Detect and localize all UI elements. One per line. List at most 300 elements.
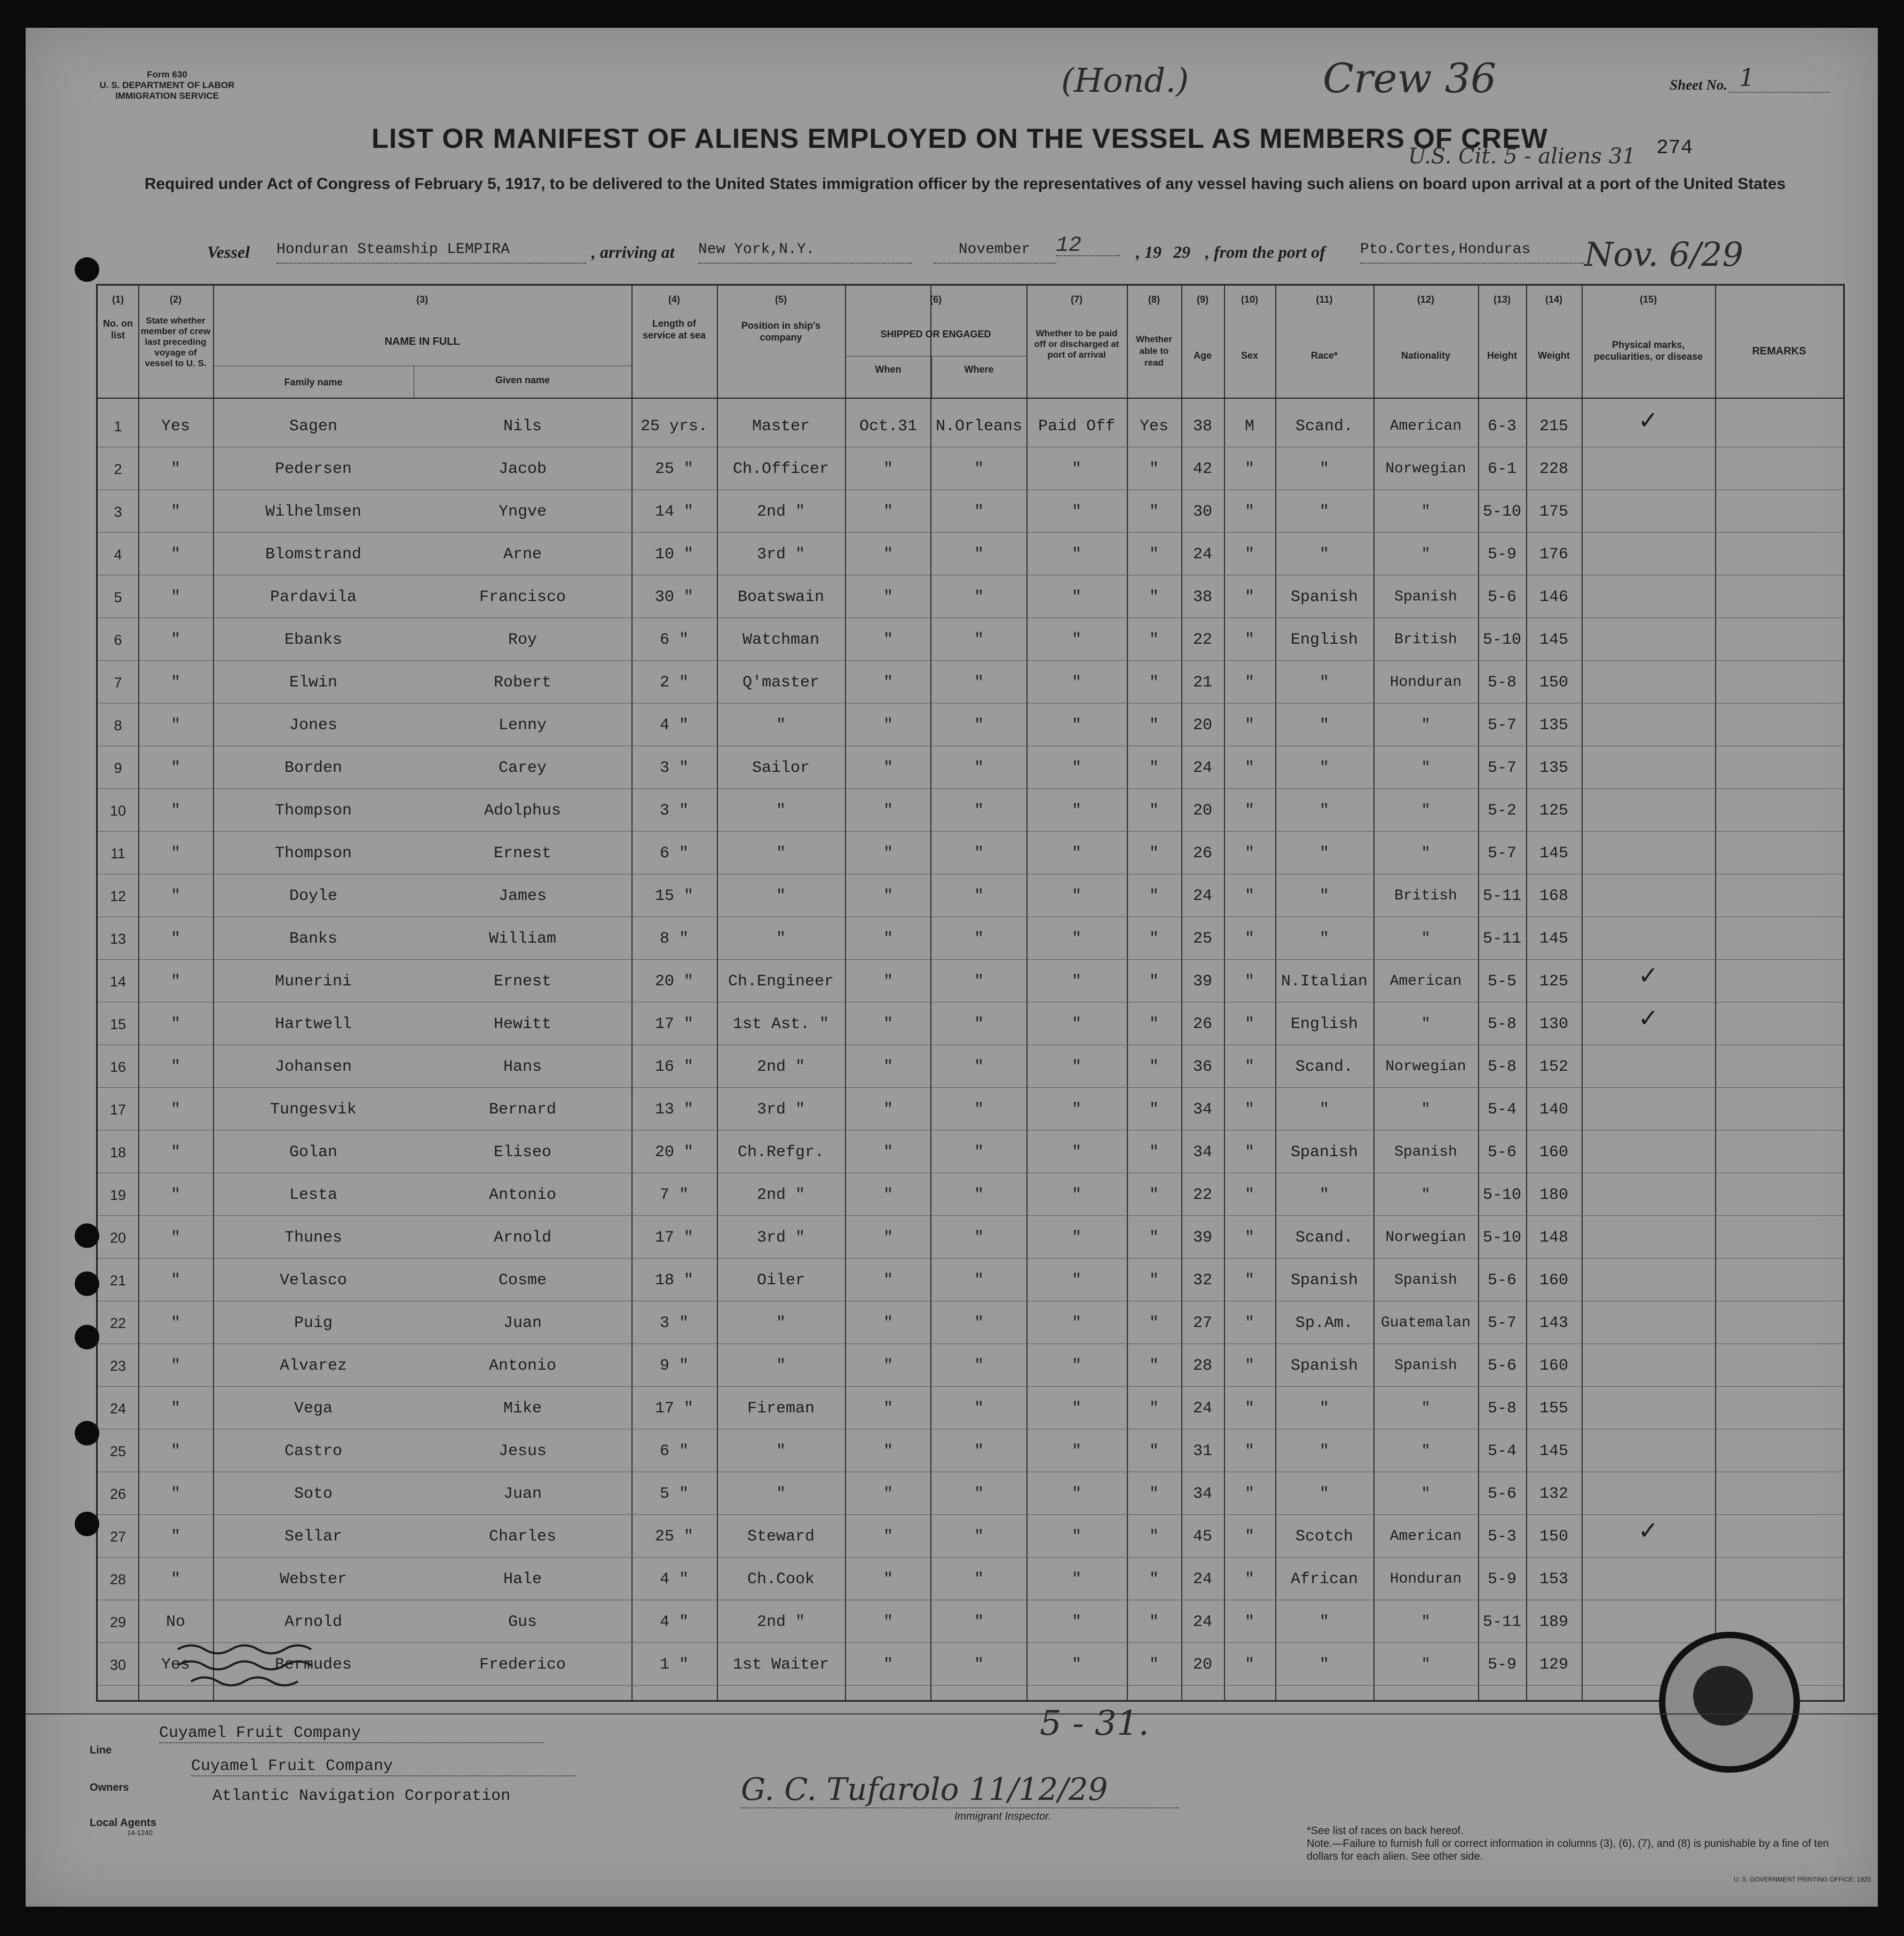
paid-off-status: " [1071, 802, 1081, 820]
given-name: Jacob [498, 460, 547, 478]
family-name: Puig [294, 1314, 333, 1332]
sex: " [1244, 1058, 1254, 1076]
row-number: 13 [109, 931, 127, 947]
age: 24 [1192, 1570, 1212, 1589]
age: 39 [1192, 973, 1212, 991]
service-length: 25 " [654, 1528, 693, 1546]
nationality: Spanish [1394, 1272, 1457, 1289]
given-name: Robert [493, 674, 552, 692]
weight: 135 [1539, 759, 1568, 777]
prior-voyage-us: " [170, 1400, 180, 1418]
shipped-where: " [974, 973, 984, 991]
age: 45 [1192, 1528, 1212, 1546]
shipped-where: " [974, 1314, 984, 1332]
service-length: 25 yrs. [640, 417, 708, 436]
row-rule [98, 788, 1843, 789]
line-label: Line [90, 1744, 112, 1756]
nationality: British [1394, 631, 1457, 648]
ship-position: Watchman [742, 631, 820, 649]
shipped-when: " [883, 1271, 893, 1290]
weight: 146 [1539, 588, 1568, 606]
paid-off-status: " [1071, 1143, 1081, 1161]
age: 20 [1192, 802, 1212, 820]
race: Scand. [1295, 417, 1354, 436]
ship-position: Oiler [756, 1271, 805, 1290]
row-rule [98, 916, 1843, 917]
ship-position: 2nd " [756, 1186, 805, 1204]
able-to-read: " [1149, 930, 1159, 948]
prior-voyage-us: " [170, 716, 180, 734]
col-num-11: (11) [1316, 294, 1333, 305]
sheet-number-label: Sheet No. [1670, 77, 1727, 93]
able-to-read: " [1149, 1656, 1159, 1674]
sex: " [1244, 1357, 1254, 1375]
header-age: Age [1193, 350, 1212, 361]
able-to-read: " [1149, 1357, 1159, 1375]
weight: 168 [1539, 887, 1568, 905]
age: 31 [1192, 1442, 1212, 1460]
row-number: 1 [114, 418, 122, 434]
service-length: 17 " [654, 1229, 693, 1247]
col-num-13: (13) [1493, 294, 1511, 305]
able-to-read: " [1149, 674, 1159, 692]
family-name: Hartwell [274, 1015, 352, 1033]
able-to-read: " [1149, 1485, 1159, 1503]
row-rule [98, 660, 1843, 661]
ship-position: " [776, 887, 786, 905]
nationality: " [1421, 1443, 1431, 1459]
family-name: Sagen [289, 417, 337, 436]
sex: " [1244, 460, 1254, 478]
race: " [1319, 1656, 1329, 1674]
height: 5-3 [1487, 1528, 1516, 1546]
prior-voyage-us: " [170, 546, 180, 564]
row-rule [98, 489, 1843, 490]
nationality: " [1421, 717, 1431, 733]
row-rule [98, 1642, 1843, 1643]
race: African [1290, 1570, 1358, 1589]
paid-off-status: " [1071, 930, 1081, 948]
height: 5-4 [1487, 1442, 1516, 1460]
given-name: Jesus [498, 1442, 547, 1460]
age: 27 [1192, 1314, 1212, 1332]
family-name: Blomstrand [265, 546, 362, 564]
nationality: American [1389, 1528, 1462, 1545]
sex: " [1244, 1186, 1254, 1204]
age: 42 [1192, 460, 1212, 478]
weight: 189 [1539, 1613, 1568, 1631]
service-length: 3 " [659, 802, 689, 820]
shipped-where: " [974, 1143, 984, 1161]
given-name: Arnold [493, 1229, 552, 1247]
age: 20 [1192, 716, 1212, 734]
race: Spanish [1290, 588, 1358, 606]
height: 5-6 [1487, 1485, 1516, 1503]
shipped-when: " [883, 1058, 893, 1076]
physical-mark-check: ✓ [1638, 961, 1659, 990]
given-name: William [488, 930, 557, 948]
race: Scand. [1295, 1058, 1354, 1076]
service-length: 13 " [654, 1101, 693, 1119]
race: Scand. [1295, 1229, 1354, 1247]
arrival-month: November [933, 241, 1056, 264]
service-length: 17 " [654, 1015, 693, 1033]
shipped-where: " [974, 716, 984, 734]
family-name: Ebanks [284, 631, 343, 649]
race: " [1319, 1186, 1329, 1204]
row-number: 6 [114, 632, 122, 648]
given-name: Hans [503, 1058, 542, 1076]
family-name: Bermudes [274, 1656, 352, 1674]
service-length: 8 " [659, 930, 689, 948]
departure-port: Pto.Cortes,Honduras [1360, 241, 1584, 264]
paid-off-status: " [1071, 973, 1081, 991]
sex: " [1244, 802, 1254, 820]
height: 5-7 [1487, 1314, 1516, 1332]
seal-emblem [1693, 1666, 1753, 1726]
shipped-where: " [974, 1400, 984, 1418]
able-to-read: " [1149, 1442, 1159, 1460]
height: 5-7 [1487, 759, 1516, 777]
service-length: 1 " [659, 1656, 689, 1674]
service-length: 20 " [654, 1143, 693, 1161]
able-to-read: " [1149, 460, 1159, 478]
race: " [1319, 1101, 1329, 1119]
header-name-in-full: NAME IN FULL [384, 336, 460, 347]
able-to-read: " [1149, 802, 1159, 820]
weight: 153 [1539, 1570, 1568, 1589]
paid-off-status: " [1071, 1442, 1081, 1460]
agents-value: Atlantic Navigation Corporation [212, 1787, 511, 1805]
given-name: Antonio [488, 1186, 557, 1204]
ship-position: Ch.Cook [747, 1570, 815, 1589]
service-name: IMMIGRATION SERVICE [115, 91, 219, 101]
nationality: " [1421, 1187, 1431, 1203]
col-num-2: (2) [170, 294, 181, 305]
prior-voyage-us: " [170, 1528, 180, 1546]
service-length: 5 " [659, 1485, 689, 1503]
sex: " [1244, 844, 1254, 863]
form-number: Form 630 [147, 69, 187, 80]
given-name: Bernard [488, 1101, 557, 1119]
header-race: Race* [1310, 350, 1338, 361]
ship-position: Fireman [747, 1400, 815, 1418]
able-to-read: " [1149, 759, 1159, 777]
sex: " [1244, 973, 1254, 991]
row-number: 25 [109, 1443, 127, 1459]
nationality: Spanish [1394, 1357, 1457, 1374]
handwritten-tally: 5 - 31. [1040, 1704, 1149, 1743]
header-divider [98, 398, 1843, 399]
arrival-day: 12 [1056, 234, 1120, 256]
shipped-where: " [974, 1613, 984, 1631]
header-nationality: Nationality [1401, 350, 1450, 361]
race: " [1319, 460, 1329, 478]
given-name: Juan [503, 1314, 542, 1332]
nationality: " [1421, 1614, 1431, 1630]
nationality: Norwegian [1385, 461, 1466, 477]
row-number: 17 [109, 1102, 127, 1118]
handwritten-hond: (Hond.) [1061, 61, 1189, 100]
owners-value: Cuyamel Fruit Company [191, 1757, 575, 1776]
height: 5-6 [1487, 1357, 1516, 1375]
crew-manifest-table [96, 284, 1845, 1702]
age: 25 [1192, 930, 1212, 948]
prior-voyage-us: " [170, 503, 180, 521]
service-length: 9 " [659, 1357, 689, 1375]
shipped-where: " [974, 1229, 984, 1247]
sex: " [1244, 1271, 1254, 1290]
shipped-where: " [974, 1528, 984, 1546]
age: 21 [1192, 674, 1212, 692]
row-number: 14 [109, 974, 127, 990]
service-length: 18 " [654, 1271, 693, 1290]
weight: 145 [1539, 930, 1568, 948]
given-name: Cosme [498, 1271, 547, 1290]
height: 5-10 [1482, 1229, 1521, 1247]
ship-position: 2nd " [756, 1058, 805, 1076]
service-length: 10 " [654, 546, 693, 564]
row-rule [98, 1386, 1843, 1387]
age: 34 [1192, 1101, 1212, 1119]
row-rule [98, 959, 1843, 960]
given-name: Charles [488, 1528, 557, 1546]
given-name: Hale [503, 1570, 542, 1589]
shipped-when: " [883, 1229, 893, 1247]
prior-voyage-us: " [170, 1357, 180, 1375]
given-name: Carey [498, 759, 547, 777]
given-name: Frederico [479, 1656, 566, 1674]
row-number: 27 [109, 1529, 127, 1545]
able-to-read: " [1149, 1186, 1159, 1204]
service-length: 16 " [654, 1058, 693, 1076]
shipped-where: " [974, 674, 984, 692]
paid-off-status: Paid Off [1038, 417, 1116, 436]
paid-off-status: " [1071, 1229, 1081, 1247]
given-name: Ernest [493, 973, 552, 991]
prior-voyage-us: " [170, 844, 180, 863]
family-name: Castro [284, 1442, 343, 1460]
ship-position: Ch.Refgr. [737, 1143, 825, 1161]
able-to-read: " [1149, 887, 1159, 905]
shipped-when: " [883, 546, 893, 564]
able-to-read: " [1149, 1058, 1159, 1076]
prior-voyage-us: " [170, 887, 180, 905]
ship-position: 1st Waiter [732, 1656, 829, 1674]
height: 5-4 [1487, 1101, 1516, 1119]
row-number: 29 [109, 1614, 127, 1630]
sex: " [1244, 1015, 1254, 1033]
race: " [1319, 1442, 1329, 1460]
paid-off-status: " [1071, 1101, 1081, 1119]
family-name: Arnold [284, 1613, 343, 1631]
row-number: 4 [114, 547, 122, 563]
age: 22 [1192, 631, 1212, 649]
age: 24 [1192, 759, 1212, 777]
able-to-read: " [1149, 503, 1159, 521]
shipped-when: " [883, 674, 893, 692]
height: 5-8 [1487, 1400, 1516, 1418]
shipped-where: " [974, 588, 984, 606]
sex: " [1244, 716, 1254, 734]
row-number: 10 [109, 803, 127, 819]
height: 5-9 [1487, 1656, 1516, 1674]
shipped-where: N.Orleans [935, 417, 1023, 436]
paid-off-status: " [1071, 588, 1081, 606]
weight: 228 [1539, 460, 1568, 478]
shipped-when: " [883, 1357, 893, 1375]
form-code: 14-1240 [127, 1829, 153, 1837]
weight: 160 [1539, 1143, 1568, 1161]
sex: " [1244, 1229, 1254, 1247]
family-name: Vega [294, 1400, 333, 1418]
height: 6-1 [1487, 460, 1516, 478]
ship-position: Sailor [752, 759, 810, 777]
inspector-label: Immigrant Inspector. [954, 1811, 1052, 1822]
ship-position: " [776, 844, 786, 863]
shipped-when: " [883, 802, 893, 820]
nationality: " [1421, 760, 1431, 776]
agents-label: Local Agents [90, 1817, 156, 1829]
ship-position: Q'master [742, 674, 820, 692]
shipped-when: " [883, 1485, 893, 1503]
row-number: 15 [109, 1016, 127, 1032]
physical-mark-check: ✓ [1638, 1003, 1659, 1032]
shipped-when: " [883, 1528, 893, 1546]
row-number: 12 [109, 888, 127, 904]
vessel-label: Vessel [207, 242, 250, 262]
weight: 135 [1539, 716, 1568, 734]
race: " [1319, 887, 1329, 905]
sheet-number-value: 1 [1728, 63, 1830, 93]
shipped-where: " [974, 1271, 984, 1290]
able-to-read: " [1149, 1400, 1159, 1418]
row-number: 16 [109, 1059, 127, 1075]
height: 6-3 [1487, 417, 1516, 436]
sex: " [1244, 1528, 1254, 1546]
row-number: 24 [109, 1401, 127, 1417]
owners-label: Owners [90, 1782, 129, 1793]
service-length: 4 " [659, 1570, 689, 1589]
shipped-when: " [883, 1570, 893, 1589]
sex: " [1244, 1400, 1254, 1418]
age: 38 [1192, 588, 1212, 606]
col-num-9: (9) [1197, 294, 1208, 305]
sex: " [1244, 1570, 1254, 1589]
nationality: Honduran [1389, 674, 1462, 691]
note-races: *See list of races on back hereof. [1307, 1825, 1464, 1837]
prior-voyage-us: " [170, 588, 180, 606]
service-length: 3 " [659, 1314, 689, 1332]
col-num-5: (5) [775, 294, 787, 305]
height: 5-9 [1487, 546, 1516, 564]
row-number: 28 [109, 1571, 127, 1587]
able-to-read: " [1149, 588, 1159, 606]
service-length: 15 " [654, 887, 693, 905]
family-name: Thunes [284, 1229, 343, 1247]
shipped-where: " [974, 930, 984, 948]
col-num-14: (14) [1545, 294, 1562, 305]
nationality: Honduran [1389, 1571, 1462, 1587]
row-rule [98, 1215, 1843, 1216]
weight: 145 [1539, 631, 1568, 649]
ship-position: 3rd " [756, 1101, 805, 1119]
height: 5-8 [1487, 1058, 1516, 1076]
prior-voyage-us: No [165, 1613, 185, 1631]
col-num-6: (6) [930, 294, 942, 305]
shipped-where: " [974, 887, 984, 905]
service-length: 4 " [659, 1613, 689, 1631]
height: 5-6 [1487, 588, 1516, 606]
age: 34 [1192, 1485, 1212, 1503]
given-name: Hewitt [493, 1015, 552, 1033]
row-number: 8 [114, 717, 122, 733]
handwritten-crew-count: Crew 36 [1323, 54, 1497, 102]
able-to-read: " [1149, 1613, 1159, 1631]
given-name: Gus [508, 1613, 537, 1631]
footer-divider [26, 1713, 1878, 1714]
race: " [1319, 1613, 1329, 1631]
ship-position: " [776, 716, 786, 734]
handwritten-citizen-count: U.S. Cit. 5 - aliens 31 [1408, 144, 1636, 169]
weight: 143 [1539, 1314, 1568, 1332]
service-length: 2 " [659, 674, 689, 692]
sex: " [1244, 546, 1254, 564]
nationality: " [1421, 1656, 1431, 1673]
race: " [1319, 1400, 1329, 1418]
nationality: " [1421, 546, 1431, 563]
footer-notes [1307, 1824, 1840, 1863]
header-state-whether: State whether member of crew last preceding voyage of vessel to U. S. [140, 315, 211, 368]
race: Scotch [1295, 1528, 1354, 1546]
able-to-read: " [1149, 546, 1159, 564]
nationality: Norwegian [1385, 1229, 1466, 1246]
row-number: 7 [114, 675, 122, 691]
inspector-signature: G. C. Tufarolo 11/12/29 [741, 1771, 1179, 1808]
paid-off-status: " [1071, 1357, 1081, 1375]
nationality: " [1421, 1485, 1431, 1502]
weight: 140 [1539, 1101, 1568, 1119]
paid-off-status: " [1071, 1314, 1081, 1332]
prior-voyage-us: " [170, 1442, 180, 1460]
header-no-on-list: No. on list [103, 318, 133, 341]
row-number: 9 [114, 760, 122, 776]
row-rule [98, 703, 1843, 704]
family-name: Sellar [284, 1528, 343, 1546]
age: 24 [1192, 546, 1212, 564]
header-paid-off: Whether to be paid off or discharged at port of arrival [1034, 328, 1119, 360]
shipped-when: " [883, 1186, 893, 1204]
ship-position: Steward [747, 1528, 815, 1546]
sex: " [1244, 1485, 1254, 1503]
height: 5-6 [1487, 1271, 1516, 1290]
able-to-read: " [1149, 1570, 1159, 1589]
shipped-when: " [883, 1442, 893, 1460]
prior-voyage-us: " [170, 460, 180, 478]
family-name: Doyle [289, 887, 337, 905]
shipped-where: " [974, 631, 984, 649]
ship-position: " [776, 1485, 786, 1503]
shipped-when: " [883, 631, 893, 649]
header-when: When [875, 364, 902, 375]
nationality: American [1389, 418, 1462, 434]
sheet-reference-number: 274 [1656, 137, 1693, 160]
nationality: Spanish [1394, 589, 1457, 605]
nationality: " [1421, 1400, 1431, 1417]
row-number: 11 [110, 845, 126, 862]
shipped-where: " [974, 1101, 984, 1119]
sex: " [1244, 1442, 1254, 1460]
